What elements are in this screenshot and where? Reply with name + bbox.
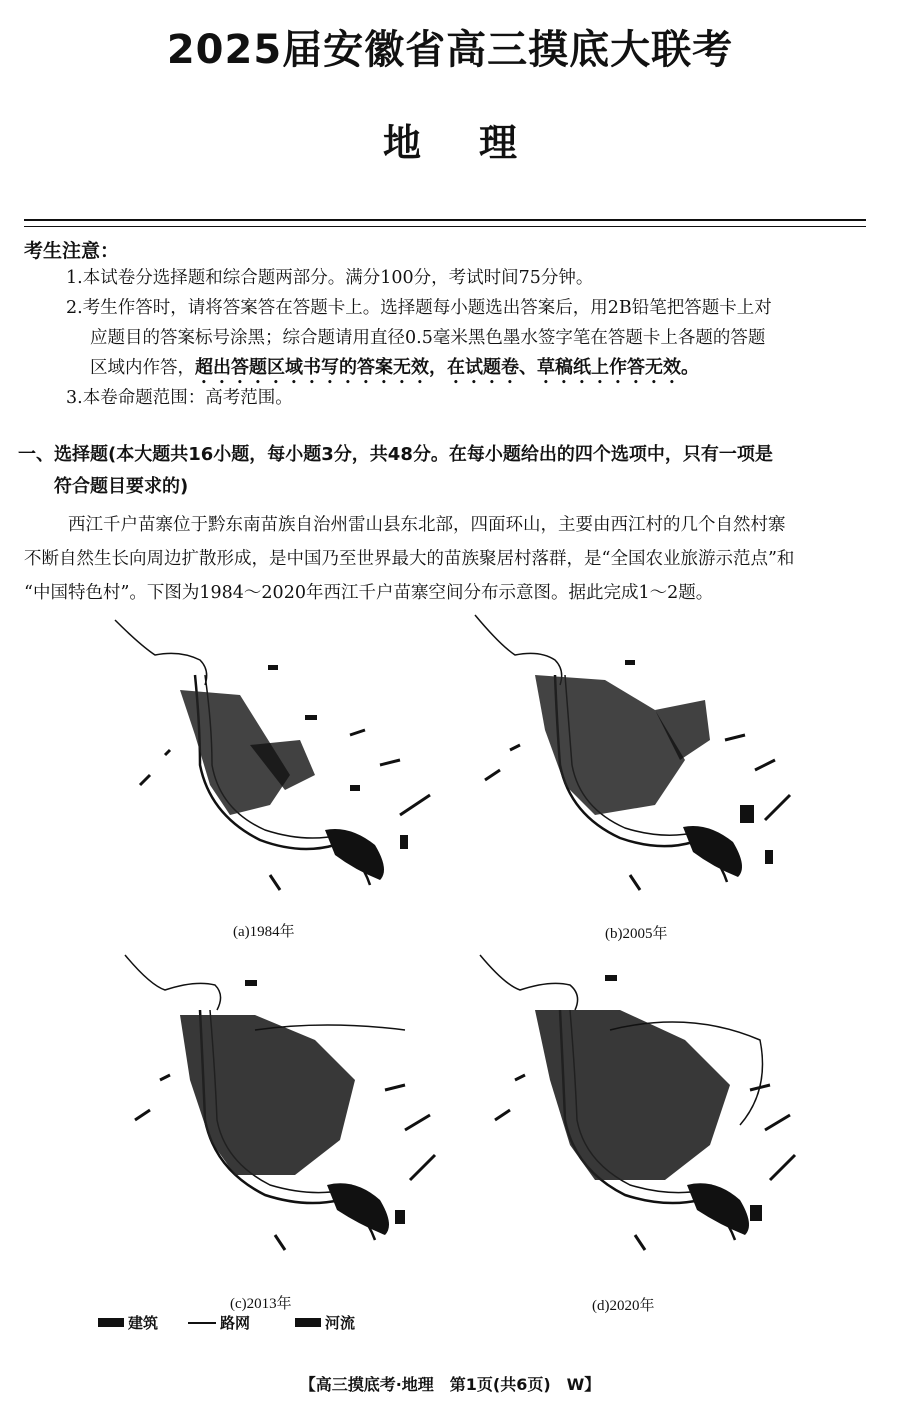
notice-title: 考生注意：: [24, 240, 120, 262]
exam-title: 2025届安徽省高三摸底大联考: [166, 27, 734, 73]
notice-item-3: 3.本卷命题范围：高考范围。: [66, 388, 293, 408]
map-2013: [105, 950, 450, 1290]
notice-item-2-line-2: 应题目的答案标号涂黑；综合题请用直径0.5毫米黑色墨水签字笔在答题卡上各题的答题: [90, 328, 766, 348]
header-rule-thick: [24, 219, 866, 221]
section-heading: 一、选择题(本大题共16小题，每小题3分，共48分。在每小题给出的四个选项中，只有一项是: [18, 444, 773, 465]
legend-building-swatch: [98, 1318, 124, 1327]
caption-2020: (d)2020年: [592, 1298, 655, 1314]
passage-line-1: 西江千户苗寨位于黔东南苗族自治州雷山县东北部，四面环山，主要由西江村的几个自然村寨: [68, 515, 786, 535]
notice-item-2-plain: 区域内作答，: [90, 358, 195, 378]
legend-building: [98, 1312, 158, 1333]
map-2005: [455, 610, 805, 930]
notice-item-1: 1.本试卷分选择题和综合题两部分。满分100分，考试时间75分钟。: [66, 268, 594, 288]
section-heading-cont: 符合题目要求的): [54, 476, 189, 497]
legend-road-swatch: [188, 1322, 216, 1324]
legend-river-label: 河流: [325, 1314, 356, 1332]
legend-river: [295, 1312, 355, 1333]
caption-2013: (c)2013年: [230, 1296, 292, 1312]
passage-line-3: “中国特色村”。下图为1984～2020年西江千户苗寨空间分布示意图。据此完成1～2题。: [24, 583, 714, 603]
header-rule-thin: [24, 226, 866, 227]
passage-line-2: 不断自然生长向周边扩散形成，是中国乃至世界最大的苗族聚居村落群，是“全国农业旅游示范点”和: [24, 549, 795, 569]
subject-title: 地理: [382, 121, 575, 165]
notice-item-2-emphasis: 超出答题区域书写的答案无效，在试题卷、草稿纸上作答无效。: [195, 357, 699, 378]
notice-item-2-line-1: 2.考生作答时，请将答案答在答题卡上。选择题每小题选出答案后，用2B铅笔把答题卡上对: [66, 298, 772, 318]
legend-road: [188, 1312, 250, 1333]
legend-building-label: 建筑: [128, 1314, 159, 1332]
caption-1984: (a)1984年: [233, 924, 295, 940]
map-2020: [470, 950, 815, 1290]
map-1984: [100, 615, 445, 935]
caption-2005: (b)2005年: [605, 926, 668, 942]
legend-road-label: 路网: [220, 1314, 251, 1332]
legend-river-swatch: [295, 1318, 321, 1327]
page-footer: 【高三摸底考·地理 第1页(共6页) W】: [299, 1375, 601, 1394]
